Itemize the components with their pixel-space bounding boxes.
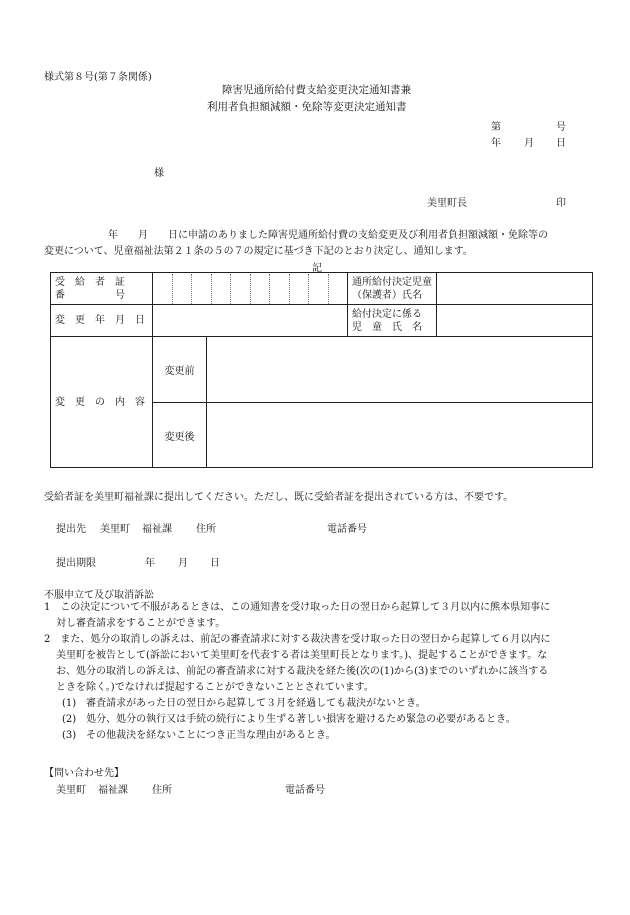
- inquiry-address: 住所: [152, 785, 172, 796]
- decision-table: [50, 272, 593, 468]
- deadline-year: 年: [145, 558, 155, 569]
- after-label: [153, 403, 207, 468]
- submit-to-address: 住所: [196, 524, 216, 535]
- deadline-label: 提出期限: [56, 558, 96, 569]
- before-field[interactable]: [207, 337, 593, 403]
- body-text-2: 変更について、児童福祉法第２１条の５の７の規定に基づき下記のとおり決定し、通知します。: [44, 246, 473, 257]
- guardian-name-field[interactable]: [437, 273, 593, 305]
- appeal-item-2-line-1: 2 また、処分の取消しの訴えは、前記の審査請求に対する裁決書を受け取った日の翌日から起算して６月以内に: [44, 634, 551, 645]
- before-label-text: 変更前: [164, 366, 195, 377]
- recipient-number-label: [51, 273, 153, 305]
- recipient-number-label-line2: 番 号: [55, 289, 125, 301]
- guardian-name-label-line2: （保護者）氏名: [352, 289, 422, 301]
- appeal-item-1-line-1: 1 この決定について不服があるときは、この通知書を受け取った日の翌日から起算して３月以内に熊本県知事に: [44, 602, 551, 613]
- recipient-number-label-line1: 受 給 者 証: [55, 276, 125, 288]
- appeal-condition-3: (3) その他裁決を経ないことにつき正当な理由があるとき。: [62, 730, 336, 741]
- after-field[interactable]: [207, 403, 593, 468]
- appeal-item-2-line-4: ときを除く。)でなければ提起することができないこととされています。: [56, 682, 374, 693]
- after-label-text: 変更後: [164, 431, 195, 443]
- change-content-label: [51, 337, 153, 468]
- appeal-condition-2: (2) 処分、処分の執行又は手続の続行により生ずる著しい損害を避けるため緊急の必要があるとき。: [62, 714, 516, 725]
- issuer-title: 美里町長: [427, 198, 467, 209]
- submit-to-phone: 電話番号: [327, 524, 367, 535]
- recipient-number-boxes: [153, 274, 347, 304]
- date-month: 月: [524, 138, 534, 149]
- inquiry-dept: 福祉課: [98, 785, 128, 796]
- date-day: 日: [556, 138, 566, 149]
- ki-label: 記: [312, 263, 322, 274]
- date-year: 年: [491, 138, 501, 149]
- child-name-field[interactable]: [437, 305, 593, 337]
- change-date-field[interactable]: [153, 305, 348, 337]
- guardian-name-label: [348, 273, 437, 305]
- title-line-1: 障害児通所給付費支給変更決定通知書兼: [222, 84, 411, 96]
- doc-number-dai: 第: [491, 122, 501, 133]
- inquiry-phone: 電話番号: [285, 785, 325, 796]
- body-text-1: 年 月 日に申請のありました障害児通所給付費の支給変更及び利用者負担額減額・免除等の: [108, 230, 548, 241]
- before-label: [153, 337, 207, 403]
- child-name-label-line2: 児 童 氏 名: [352, 321, 422, 333]
- change-content-label-text: 変 更 の 内 容: [55, 396, 145, 408]
- appeal-item-2-line-3: お、処分の取消しの訴えは、前記の審査請求に対する裁決を経た後(次の(1)から(3)までのいずれかに該当する: [56, 666, 549, 677]
- submit-to-dept: 福祉課: [142, 524, 172, 535]
- guardian-name-label-line1: 通所給付決定児童: [352, 276, 432, 288]
- inquiry-town: 美里町: [56, 785, 86, 796]
- issuer-seal: 印: [556, 198, 566, 209]
- appeal-item-1-line-2: 対し審査請求をすることができます。: [56, 618, 226, 629]
- doc-number-go: 号: [556, 122, 566, 133]
- deadline-month: 月: [178, 558, 188, 569]
- appeal-condition-1: (1) 審査請求があった日の翌日から起算して３月を経過しても裁決がないとき。: [62, 698, 426, 709]
- child-name-label-line1: 給付決定に係る: [352, 308, 422, 320]
- deadline-day: 日: [210, 558, 220, 569]
- form-number: 様式第８号(第７条関係): [44, 72, 152, 83]
- change-date-label-text: 変 更 年 月 日: [55, 315, 145, 326]
- appeal-item-2-line-2: 美里町を被告として(訴訟において美里町を代表する者は美里町長となります。)、提起することができます。な: [56, 650, 548, 661]
- appeal-heading: 不服申立て及び取消訴訟: [44, 590, 154, 601]
- submit-to-label: 提出先: [56, 524, 86, 535]
- recipient-number-field[interactable]: [153, 273, 348, 305]
- title-line-2: 利用者負担額減額・免除等変更決定通知書: [207, 101, 407, 113]
- child-name-label: [348, 305, 437, 337]
- inquiry-heading: 【問い合わせ先】: [44, 768, 124, 779]
- change-date-label: [51, 305, 153, 337]
- submit-notice: 受給者証を美里町福祉課に提出してください。ただし、既に受給者証を提出されている方は、不要です。: [44, 492, 514, 503]
- addressee-suffix: 様: [154, 168, 164, 179]
- submit-to-town: 美里町: [100, 524, 130, 535]
